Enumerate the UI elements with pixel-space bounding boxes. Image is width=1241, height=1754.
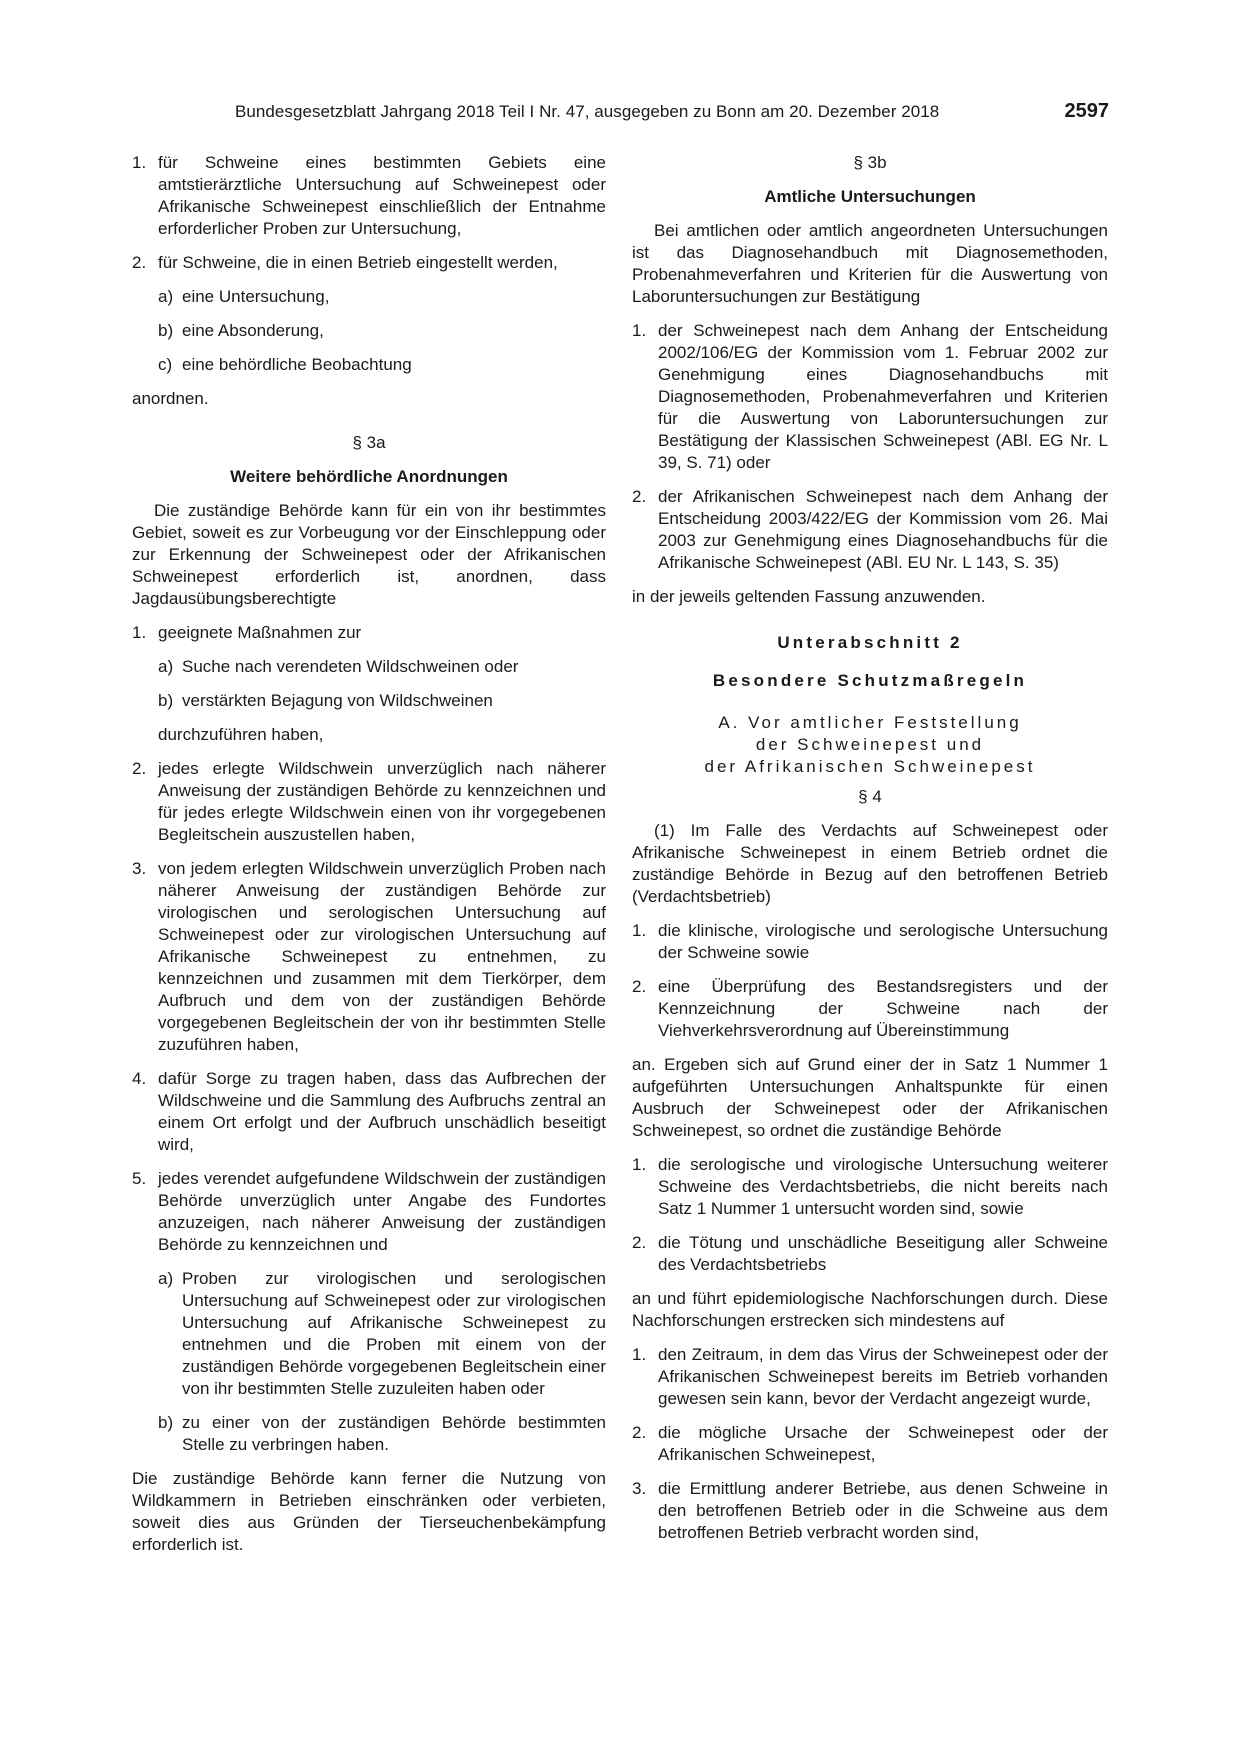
list-item xyxy=(632,920,1108,964)
section-title: Weitere behördliche Anordnungen xyxy=(230,467,508,486)
list-number: 1. xyxy=(132,153,147,172)
closing-text: anordnen. xyxy=(132,389,209,408)
sub-list-item xyxy=(132,320,606,342)
list-text: den Zeitraum, in dem das Virus der Schweinepest oder der Afrikanischen Schweinepest bereits im Betrieb vorhanden gewesen sein kann, bevor der Verdacht angezeigt wurde, xyxy=(658,1345,1108,1408)
subsection-title: Besondere Schutzmaßregeln xyxy=(712,671,1028,690)
list-item xyxy=(632,1422,1108,1466)
list-text: die mögliche Ursache der Schweinepest oder der Afrikanischen Schweinepest, xyxy=(658,1423,1108,1464)
section-number: § 3b xyxy=(853,153,887,172)
list-item xyxy=(132,758,606,846)
sub-number: b) xyxy=(158,691,174,710)
list-item xyxy=(132,1168,606,1256)
list-item xyxy=(632,486,1108,574)
section-number: § 3a xyxy=(352,433,386,452)
list-text: für Schweine eines bestimmten Gebiets eine amtstierärztliche Untersuchung auf Schweinepest oder Afrikanische Schweinepest einschließlich der Entnahme erforderlicher Proben zur Untersuchung, xyxy=(158,153,606,238)
list-text: die Ermittlung anderer Betriebe, aus denen Schweine in den betroffenen Betrieb oder in die Schweine aus dem betroffenen Betrieb verbracht worden sind, xyxy=(658,1479,1108,1542)
subheading-line: der Afrikanischen Schweinepest xyxy=(704,757,1036,776)
list-item xyxy=(132,252,606,274)
list-number: 2. xyxy=(132,253,147,272)
paragraph: an und führt epidemiologische Nachforschungen durch. Diese Nachforschungen erstrecken sich mindestens auf xyxy=(632,1289,1108,1330)
left-column xyxy=(132,152,606,1568)
sub-number: c) xyxy=(158,355,173,374)
list-text: eine Überprüfung des Bestandsregisters und der Kennzeichnung der Schweine nach der Viehverkehrsverordnung auf Übereinstimmung xyxy=(658,977,1108,1040)
list-item xyxy=(132,858,606,1056)
paragraph: Die zuständige Behörde kann für ein von ihr bestimmtes Gebiet, soweit es zur Vorbeugung vor der Einschleppung oder zur Erkennung der Schweinepest oder der Afrikanischen Schweinepest erforderlich ist, anordnen, dass Jagdausübungsberechtigte xyxy=(132,501,606,608)
sub-text: eine Untersuchung, xyxy=(182,287,330,306)
list-continuation: durchzuführen haben, xyxy=(158,725,324,744)
list-item xyxy=(132,622,606,644)
list-text: geeignete Maßnahmen zur xyxy=(158,623,362,642)
list-text: der Afrikanischen Schweinepest nach dem Anhang der Entscheidung 2003/422/EG der Kommission vom 26. Mai 2003 zur Genehmigung eines Diagnosehandbuchs für die Afrikanische Schweinepest (ABl. EU Nr. L 143, S. 35) xyxy=(658,487,1108,572)
sub-list-item xyxy=(132,354,606,376)
list-number: 1. xyxy=(632,1345,647,1364)
sub-number: a) xyxy=(158,287,174,306)
paragraph: in der jeweils geltenden Fassung anzuwenden. xyxy=(632,587,986,606)
list-item xyxy=(132,1068,606,1156)
list-number: 5. xyxy=(132,1169,147,1188)
list-number: 3. xyxy=(632,1479,647,1498)
list-text: die serologische und virologische Untersuchung weiterer Schweine des Verdachtsbetriebs, die nicht bereits nach Satz 1 Nummer 1 untersucht worden sind, sowie xyxy=(658,1155,1108,1218)
paragraph: Die zuständige Behörde kann ferner die Nutzung von Wildkammern in Betrieben einschränken oder verbieten, soweit dies aus Gründen der Tierseuchenbekämpfung erforderlich ist. xyxy=(132,1469,606,1554)
sub-number: a) xyxy=(158,1269,174,1288)
list-item xyxy=(632,976,1108,1042)
paragraph: Bei amtlichen oder amtlich angeordneten Untersuchungen ist das Diagnosehandbuch mit Diagnosemethoden, Probenahmeverfahren und Kriterien für die Auswertung von Laboruntersuchungen zur Bestätigung xyxy=(632,221,1108,306)
sub-list-item xyxy=(132,1268,606,1400)
sub-number: b) xyxy=(158,1413,174,1432)
sub-number: b) xyxy=(158,321,174,340)
header-text: Bundesgesetzblatt Jahrgang 2018 Teil I Nr. 47, ausgegeben zu Bonn am 20. Dezember 2018 xyxy=(235,102,940,121)
sub-text: eine behördliche Beobachtung xyxy=(182,355,412,374)
running-header xyxy=(132,100,1109,130)
list-text: die klinische, virologische und serologische Untersuchung der Schweine sowie xyxy=(658,921,1108,962)
list-number: 1. xyxy=(632,921,647,940)
sub-text: verstärkten Bejagung von Wildschweinen xyxy=(182,691,493,710)
list-item xyxy=(632,320,1108,474)
list-number: 2. xyxy=(632,977,647,996)
list-text: jedes verendet aufgefundene Wildschwein der zuständigen Behörde unverzüglich unter Angabe des Fundortes anzuzeigen, nach näherer Anweisung der zuständigen Behörde zu kennzeichnen und xyxy=(158,1169,606,1254)
sub-text: eine Absonderung, xyxy=(182,321,324,340)
list-item xyxy=(632,1154,1108,1220)
sub-text: Proben zur virologischen und serologischen Untersuchung auf Schweinepest oder zur virologischen Untersuchung auf Afrikanische Schweinepest zu entnehmen und die Proben mit einem von der zuständigen Behörde vorgegebenen Begleitschein einer von ihr bestimmten Stelle zuzuleiten haben oder xyxy=(182,1269,606,1398)
sub-list-item xyxy=(132,286,606,308)
list-item xyxy=(132,152,606,240)
list-item xyxy=(632,1344,1108,1410)
list-number: 1. xyxy=(632,321,647,340)
list-number: 2. xyxy=(132,759,147,778)
list-number: 2. xyxy=(632,487,647,506)
list-text: der Schweinepest nach dem Anhang der Entscheidung 2002/106/EG der Kommission vom 1. Februar 2002 zur Genehmigung eines Diagnosehandbuchs mit Diagnosemethoden, Probenahmeverfahren und Kriterien für die Auswertung von Laboruntersuchungen zur Bestätigung der Klassischen Schweinepest (ABl. EG Nr. L 39, S. 71) oder xyxy=(658,321,1108,472)
sub-list-item xyxy=(132,656,606,678)
paragraph: (1) Im Falle des Verdachts auf Schweinepest oder Afrikanische Schweinepest in einem Betrieb ordnet die zuständige Behörde in Bezug auf den betroffenen Betrieb (Verdachtsbetrieb) xyxy=(632,821,1108,906)
list-number: 1. xyxy=(132,623,147,642)
list-number: 3. xyxy=(132,859,147,878)
sub-list-item xyxy=(132,1412,606,1456)
sub-text: Suche nach verendeten Wildschweinen oder xyxy=(182,657,519,676)
subsection-heading: Unterabschnitt 2 xyxy=(777,633,963,652)
subheading-line: der Schweinepest und xyxy=(755,735,985,754)
sub-text: zu einer von der zuständigen Behörde bestimmten Stelle zu verbringen haben. xyxy=(182,1413,606,1454)
subheading-line: A. Vor amtlicher Feststellung xyxy=(718,713,1022,732)
list-item xyxy=(632,1478,1108,1544)
list-text: von jedem erlegten Wildschwein unverzüglich Proben nach näherer Anweisung der zuständigen Behörde zur virologischen und serologischen Untersuchung auf Schweinepest oder zur virologischen Untersuchung auf Afrikanische Schweinepest zu entnehmen, zu kennzeichnen und zusammen mit dem Tierkörper, dem Aufbruch und dem von der zuständigen Behörde vorgegebenen Begleitschein der von ihr bestimmten Stelle zuzuführen haben, xyxy=(158,859,606,1054)
list-number: 4. xyxy=(132,1069,147,1088)
section-number: § 4 xyxy=(858,787,882,806)
list-text: für Schweine, die in einen Betrieb eingestellt werden, xyxy=(158,253,558,272)
list-text: jedes erlegte Wildschwein unverzüglich nach näherer Anweisung der zuständigen Behörde zu kennzeichnen und für jedes erlegte Wildschwein einen von ihr vorgegebenen Begleitschein auszustellen haben, xyxy=(158,759,606,844)
sub-list-item xyxy=(132,690,606,712)
section-title: Amtliche Untersuchungen xyxy=(764,187,976,206)
sub-number: a) xyxy=(158,657,174,676)
right-column xyxy=(632,152,1108,1556)
page-number: 2597 xyxy=(1064,100,1109,122)
list-item xyxy=(632,1232,1108,1276)
list-text: dafür Sorge zu tragen haben, dass das Aufbrechen der Wildschweine und die Sammlung des Aufbruchs zentral an einem Ort erfolgt und der Aufbruch unschädlich beseitigt wird, xyxy=(158,1069,606,1154)
list-number: 2. xyxy=(632,1233,647,1252)
list-text: die Tötung und unschädliche Beseitigung aller Schweine des Verdachtsbetriebs xyxy=(658,1233,1108,1274)
list-number: 2. xyxy=(632,1423,647,1442)
paragraph: an. Ergeben sich auf Grund einer der in Satz 1 Nummer 1 aufgeführten Untersuchungen Anhaltspunkte für einen Ausbruch der Schweinepest oder der Afrikanischen Schweinepest, so ordnet die zuständige Behörde xyxy=(632,1055,1108,1140)
list-number: 1. xyxy=(632,1155,647,1174)
